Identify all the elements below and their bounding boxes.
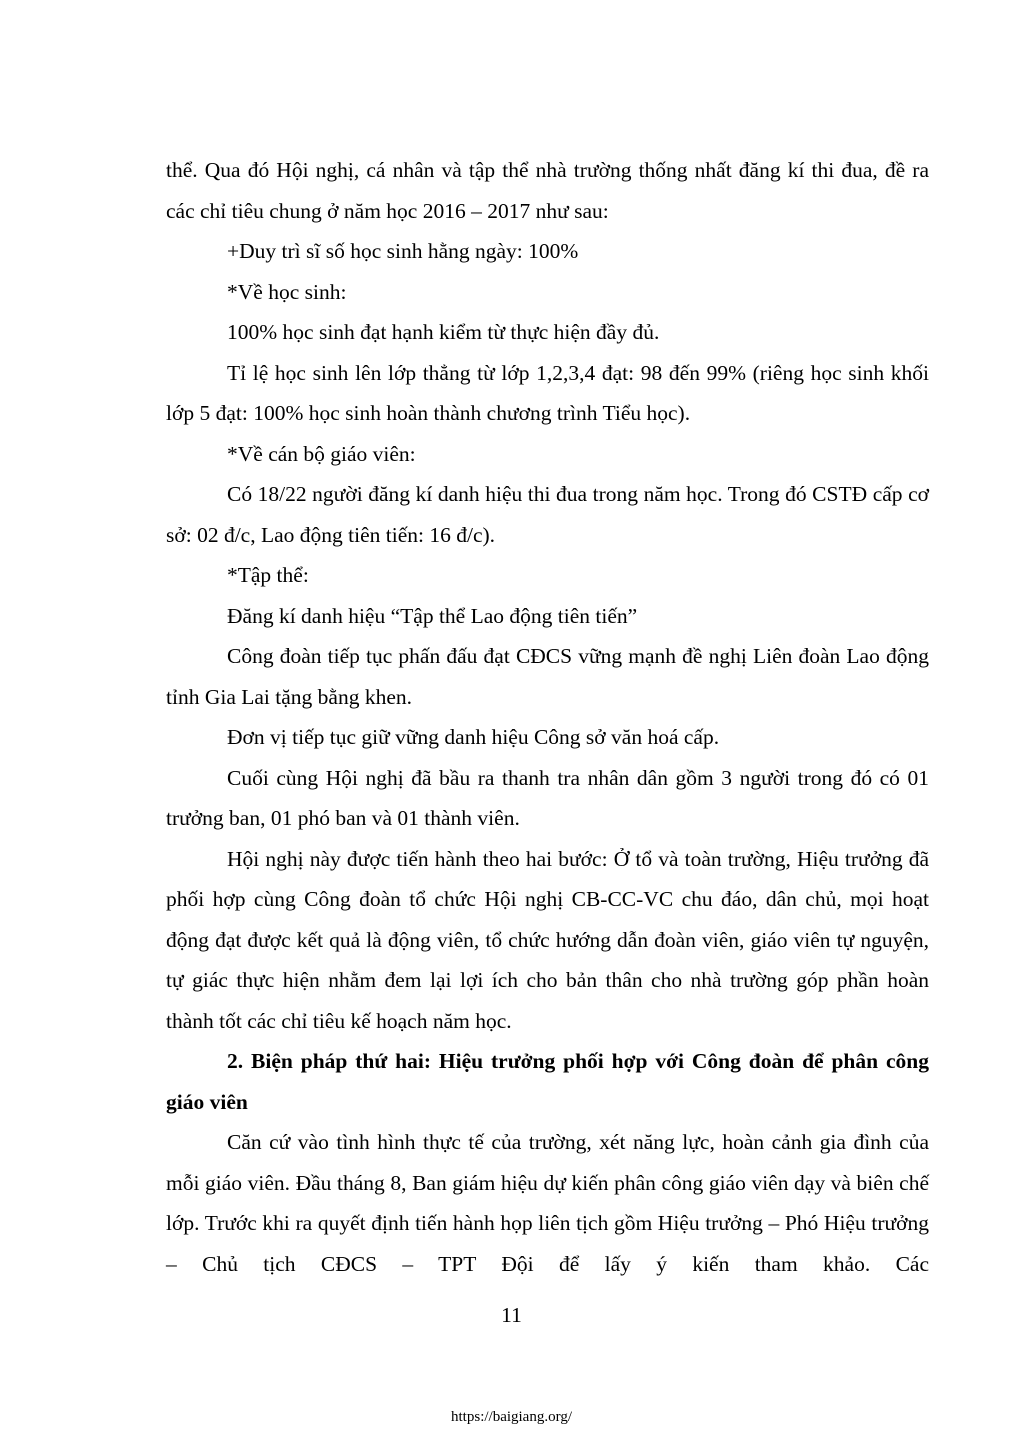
paragraph-culture-office: Đơn vị tiếp tục giữ vững danh hiệu Công sở văn hoá cấp. [227, 725, 720, 749]
paragraph-promotion-rate: Tỉ lệ học sinh lên lớp thẳng từ lớp 1,2,3,4 đạt: 98 đến 99% (riêng học sinh khối lớp 5 đạt: 100% học sinh hoàn thành chương trình Tiểu học). [166, 360, 929, 425]
section-heading-measure-2: 2. Biện pháp thứ hai: Hiệu trưởng phối hợp với Công đoàn để phân công giáo viên [166, 1049, 929, 1114]
heading-collective: *Tập thể: [227, 563, 309, 587]
footer-url: https://baigiang.org/ [451, 1409, 572, 1425]
heading-teachers: *Về cán bộ giáo viên: [227, 441, 416, 466]
paragraph-attendance-target: +Duy trì sĩ số học sinh hằng ngày: 100% [227, 239, 579, 263]
paragraph-conduct: 100% học sinh đạt hạnh kiểm từ thực hiện đầy đủ. [227, 320, 660, 344]
document-body [166, 150, 929, 1284]
page-number: 11 [501, 1303, 522, 1327]
paragraph-conference-steps: Hội nghị này được tiến hành theo hai bước: Ở tổ và toàn trường, Hiệu trưởng đã phối hợp cùng Công đoàn tổ chức Hội nghị CB-CC-VC chu đáo, dân chủ, mọi hoạt động đạt được kết quả là động viên, tổ chức hướng dẫn đoàn viên, giáo viên tự nguyện, tự giác thực hiện nhằm đem lại lợi ích cho bản thân cho nhà trường góp phần hoàn thành tốt các chỉ tiêu kế hoạch năm học. [166, 846, 929, 1033]
paragraph-intro: thể. Qua đó Hội nghị, cá nhân và tập thể nhà trường thống nhất đăng kí thi đua, đề ra các chỉ tiêu chung ở năm học 2016 – 2017 như sau: [166, 158, 929, 223]
heading-students: *Về học sinh: [227, 279, 347, 304]
paragraph-inspection-board: Cuối cùng Hội nghị đã bầu ra thanh tra nhân dân gồm 3 người trong đó có 01 trưởng ban, 01 phó ban và 01 thành viên. [166, 765, 929, 830]
paragraph-union: Công đoàn tiếp tục phấn đấu đạt CĐCS vững mạnh đề nghị Liên đoàn Lao động tỉnh Gia Lai tặng bằng khen. [166, 644, 929, 709]
paragraph-teacher-awards: Có 18/22 người đăng kí danh hiệu thi đua trong năm học. Trong đó CSTĐ cấp cơ sở: 02 đ/c, Lao động tiên tiến: 16 đ/c). [166, 482, 929, 547]
paragraph-assignment: Căn cứ vào tình hình thực tế của trường, xét năng lực, hoàn cảnh gia đình của mỗi giáo viên. Đầu tháng 8, Ban giám hiệu dự kiến phân công giáo viên dạy và biên chế lớp. Trước khi ra quyết định tiến hành họp liên tịch gồm Hiệu trưởng – Phó Hiệu trưởng – Chủ tịch CĐCS – TPT Đội để lấy ý kiến tham khảo. Các [166, 1130, 929, 1276]
paragraph-collective-title: Đăng kí danh hiệu “Tập thể Lao động tiên tiến” [227, 603, 638, 628]
